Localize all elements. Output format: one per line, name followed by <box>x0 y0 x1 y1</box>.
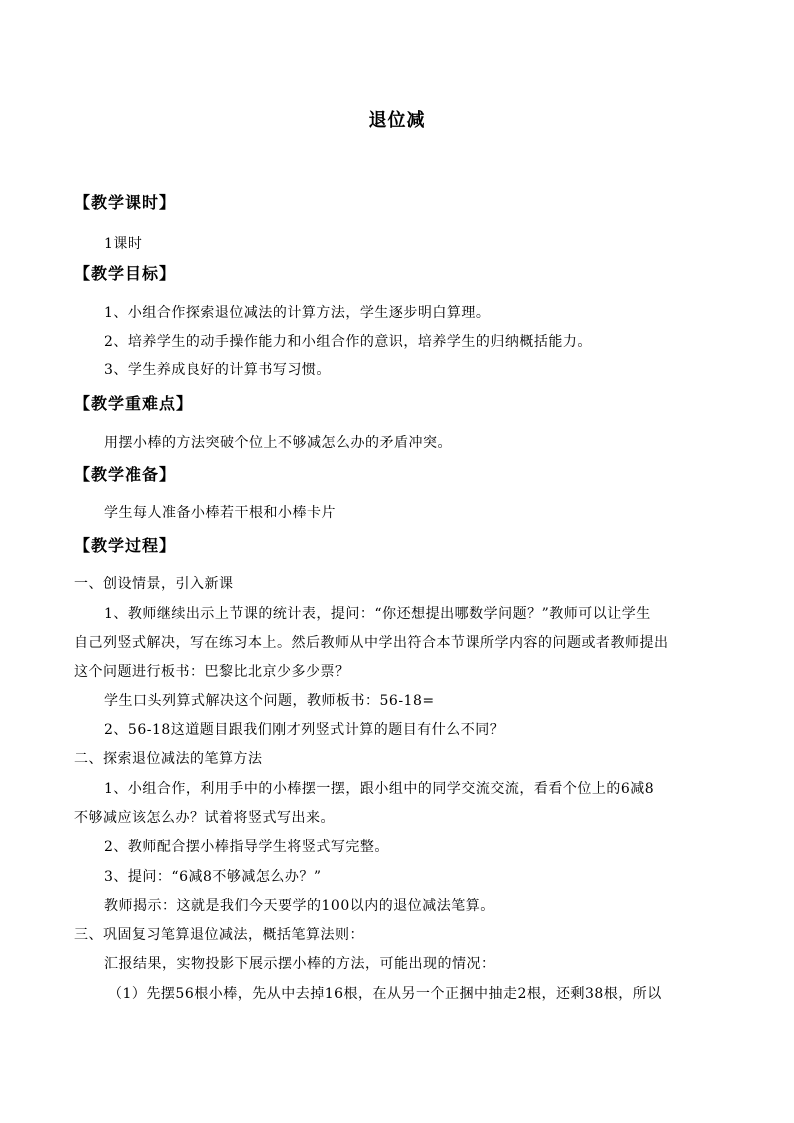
process-line: 学生口头列算式解决这个问题，教师板书：56-18= <box>104 693 435 709</box>
process-line: 一、创设情景，引入新课 <box>74 576 234 592</box>
goal-item-2: 2、培养学生的动手操作能力和小组合作的意识，培养学生的归纳概括能力。 <box>104 334 592 350</box>
goal-item-1: 1、小组合作探索退位减法的计算方法，学生逐步明白算理。 <box>104 305 491 321</box>
goal-item-3: 3、学生养成良好的计算书写习惯。 <box>104 362 331 378</box>
process-line: 教师揭示：这就是我们今天要学的100以内的退位减法笔算。 <box>104 898 495 914</box>
heading-process: 【教学过程】 <box>74 536 177 555</box>
preparation-text: 学生每人准备小棒若干根和小棒卡片 <box>104 505 336 521</box>
heading-preparation: 【教学准备】 <box>74 465 177 484</box>
process-line: 汇报结果，实物投影下展示摆小棒的方法，可能出现的情况： <box>104 956 496 972</box>
process-line: （1）先摆56根小棒，先从中去掉16根，在从另一个正捆中抽走2根，还剩38根，所以 <box>108 986 662 1002</box>
heading-key-points: 【教学重难点】 <box>74 394 194 413</box>
process-line: 3、提问：“6减8不够减怎么办？” <box>104 869 322 885</box>
process-line: 不够减应该怎么办？试着将竖式写出来。 <box>74 810 335 826</box>
process-line: 三、巩固复习笔算退位减法，概括笔算法则： <box>74 927 364 943</box>
process-line: 自己列竖式解决，写在练习本上。然后教师从中学出符合本节课所学内容的问题或者教师提出 <box>74 635 669 651</box>
lesson-time-text: 1课时 <box>104 236 143 252</box>
process-line: 1、小组合作，利用手中的小棒摆一摆，跟小组中的同学交流交流，看看个位上的6减8 <box>104 781 655 797</box>
process-line: 2、56-18这道题目跟我们刚才列竖式计算的题目有什么不同？ <box>104 722 505 738</box>
heading-goals: 【教学目标】 <box>74 264 177 283</box>
process-line: 1、教师继续出示上节课的统计表，提问：“你还想提出哪数学问题？”教师可以让学生 <box>104 606 651 622</box>
heading-lesson-time: 【教学课时】 <box>74 193 177 212</box>
key-points-text: 用摆小棒的方法突破个位上不够减怎么办的矛盾冲突。 <box>104 435 452 451</box>
process-line: 2、教师配合摆小棒指导学生将竖式写完整。 <box>104 839 389 855</box>
process-line: 这个问题进行板书：巴黎比北京少多少票？ <box>74 664 350 680</box>
page-title: 退位减 <box>368 110 426 131</box>
process-line: 二、探索退位减法的笔算方法 <box>74 751 263 767</box>
